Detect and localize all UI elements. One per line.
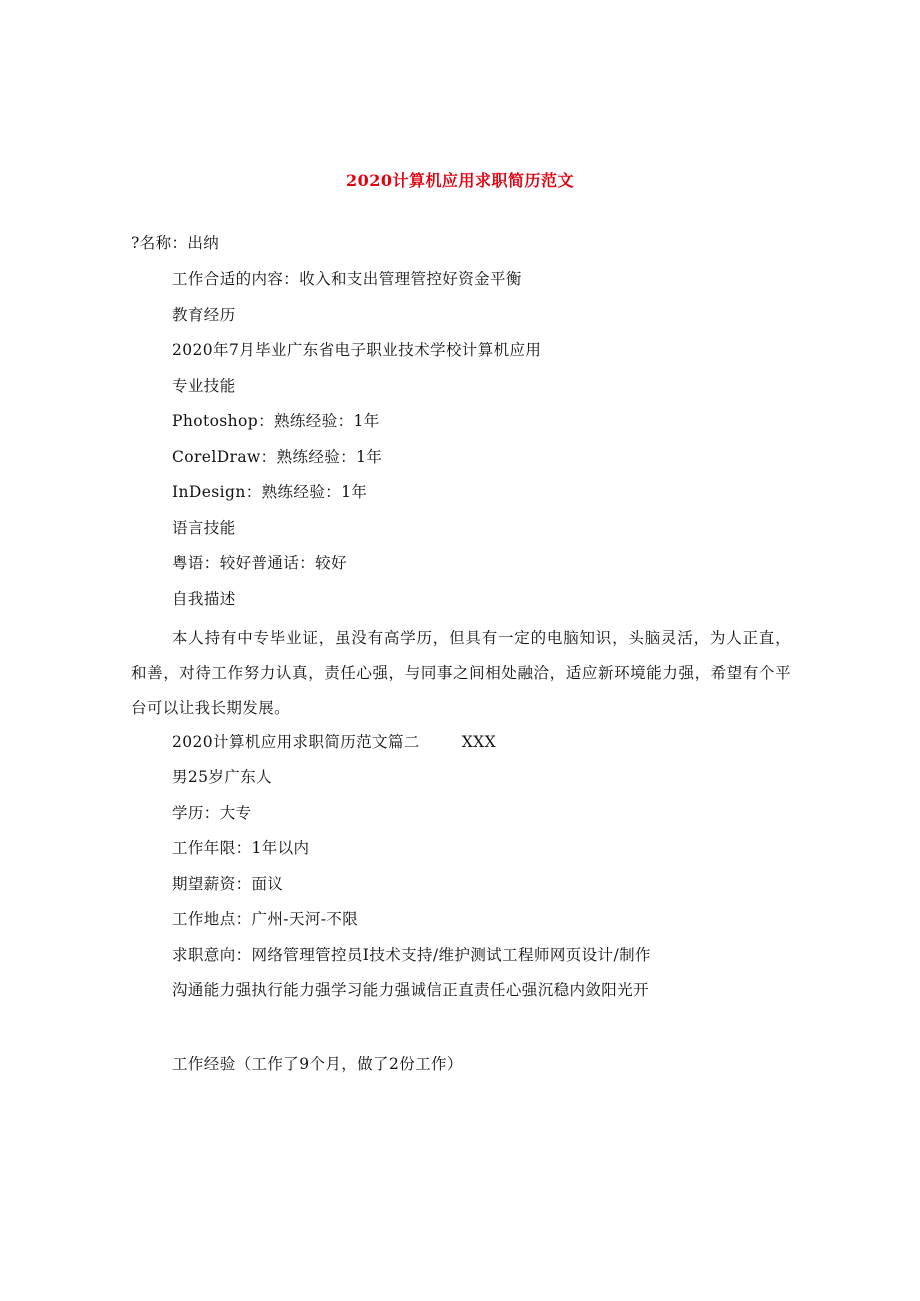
self-heading: 自我描述 bbox=[172, 590, 236, 608]
work-experience: 工作经验（工作了9个月，做了2份工作） bbox=[172, 1055, 463, 1073]
job-intent: 求职意向：网络管理管控员I技术支持/维护测试工程师网页设计/制作 bbox=[172, 946, 651, 964]
personal-traits: 沟通能力强执行能力强学习能力强诚信正直责任心强沉稳内敛阳光开 bbox=[172, 981, 650, 999]
work-location: 工作地点：广州-天河-不限 bbox=[172, 910, 359, 928]
resume2-heading: 2020计算机应用求职简历范文篇二 bbox=[172, 733, 420, 751]
education-line: 2020年7月毕业广东省电子职业技术学校计算机应用 bbox=[172, 341, 542, 359]
skill-photoshop: Photoshop：熟练经验：1年 bbox=[172, 412, 380, 430]
language-line: 粤语：较好普通话：较好 bbox=[172, 554, 347, 572]
language-heading: 语言技能 bbox=[172, 519, 236, 537]
name-line: ?名称：出纳 bbox=[131, 234, 220, 252]
basic-info: 男25岁广东人 bbox=[172, 768, 273, 786]
job-content-line: 工作合适的内容：收入和支出管理管控好资金平衡 bbox=[172, 270, 522, 288]
skill-coreldraw: CorelDraw：熟练经验：1年 bbox=[172, 448, 383, 466]
resume2-name: XXX bbox=[461, 733, 497, 751]
expected-salary: 期望薪资：面议 bbox=[172, 875, 284, 893]
skill-indesign: InDesign：熟练经验：1年 bbox=[172, 483, 368, 501]
education-level: 学历：大专 bbox=[172, 804, 252, 822]
resume2-heading-row bbox=[172, 731, 496, 753]
self-description: 本人持有中专毕业证，虽没有高学历，但具有一定的电脑知识，头脑灵活，为人正直，和善，对待工作努力认真，责任心强，与同事之间相处融洽，适应新环境能力强，希望有个平台可以让我长期发展。 bbox=[131, 629, 791, 717]
education-heading: 教育经历 bbox=[172, 306, 236, 324]
skills-heading: 专业技能 bbox=[172, 377, 236, 395]
work-years: 工作年限：1年以内 bbox=[172, 839, 310, 857]
document-title: 2020计算机应用求职简历范文 bbox=[345, 171, 575, 190]
